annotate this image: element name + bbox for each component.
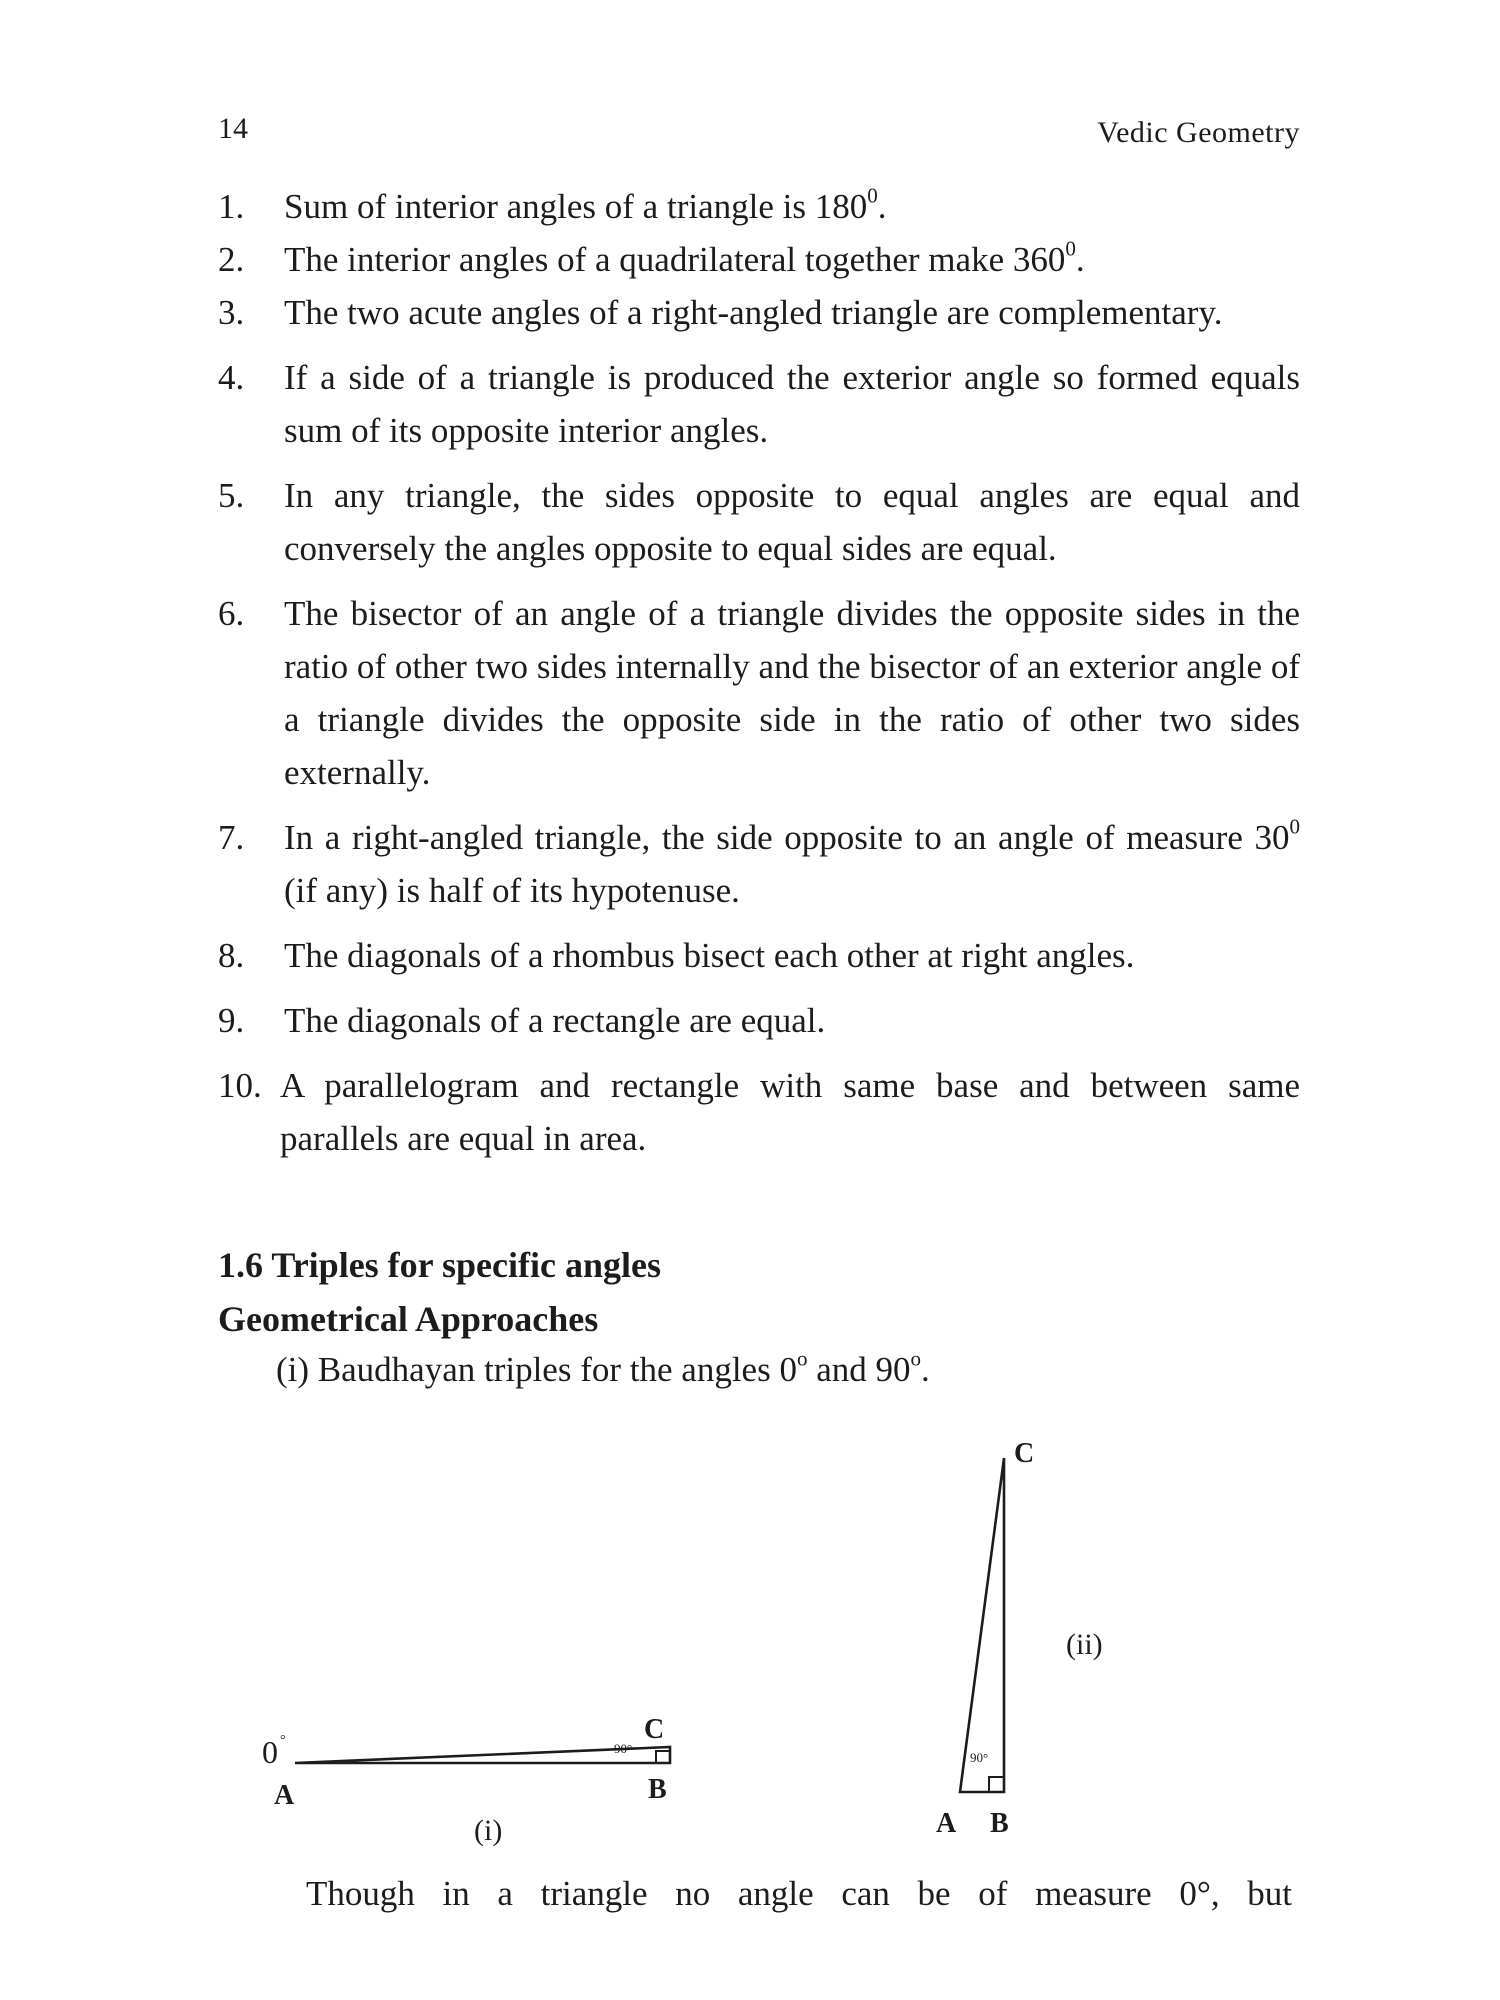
- item-number: 3.: [218, 293, 245, 332]
- figure-caption: (ii): [1066, 1628, 1103, 1661]
- triangle-abc-flat: [295, 1747, 670, 1763]
- item-text: In a right-angled triangle, the side opposite to an angle of measure $30^0$ (if any) is half of its hypotenuse.: [284, 814, 1300, 910]
- continuation-text: Though in a triangle no angle can be of measure 0°, but: [306, 1874, 1292, 1913]
- item-number: 6.: [218, 594, 245, 633]
- item-text: The interior angles of a quadrilateral together make $360^0$.: [284, 236, 1085, 279]
- vertex-c-label: C: [644, 1714, 665, 1745]
- right-angle-label: 90°: [970, 1750, 989, 1765]
- item-text: The bisector of an angle of a triangle divides the opposite sides in the ratio of other two sides internally and the bisector of an exterior angle of a triangle divides the opposite side in the ratio of other two sides externally.: [284, 594, 1300, 792]
- triangle-abc-tall: [960, 1458, 1004, 1792]
- list-item: [218, 233, 1300, 286]
- item-number: 7.: [218, 818, 245, 857]
- item-number: 8.: [218, 936, 245, 975]
- figure-1: [262, 1714, 670, 1847]
- page-number: 14: [218, 112, 248, 145]
- list-item: [218, 180, 1300, 233]
- item-text: Sum of interior angles of a triangle is $180^0$.: [284, 183, 887, 226]
- list-item: [218, 587, 1300, 799]
- angle-a-label: 0: [262, 1734, 278, 1770]
- item-number: 2.: [218, 240, 245, 279]
- vertex-b-label: B: [648, 1774, 667, 1805]
- section-subtitle: Geometrical Approaches: [218, 1299, 599, 1339]
- item-text: If a side of a triangle is produced the exterior angle so formed equals sum of its opposite interior angles.: [284, 358, 1300, 450]
- figure-2: [936, 1438, 1103, 1839]
- item-number: 5.: [218, 476, 245, 515]
- geometry-facts-list: [218, 180, 1300, 1165]
- case-heading: (i) Baudhayan triples for the angles 0$^o$ and 90$^o$.: [276, 1346, 930, 1389]
- vertex-b-label: B: [990, 1808, 1009, 1839]
- list-item: [218, 469, 1300, 575]
- item-text: In any triangle, the sides opposite to equal angles are equal and conversely the angles opposite to equal sides are equal.: [284, 476, 1300, 568]
- list-item: [218, 351, 1300, 457]
- vertex-a-label: A: [936, 1808, 957, 1839]
- vertex-c-label: C: [1014, 1438, 1035, 1469]
- list-item: [218, 929, 1300, 982]
- item-number: 10.: [218, 1066, 262, 1105]
- list-item: [218, 286, 1300, 339]
- item-number: 4.: [218, 358, 245, 397]
- list-item: [218, 1059, 1300, 1165]
- item-number: 1.: [218, 187, 245, 226]
- list-item: [218, 811, 1300, 917]
- right-angle-label: 90°: [614, 1741, 633, 1756]
- right-angle-marker: [656, 1751, 670, 1763]
- vertex-a-label: A: [274, 1780, 295, 1811]
- right-angle-marker: [989, 1777, 1004, 1792]
- item-text: The two acute angles of a right-angled triangle are complementary.: [284, 293, 1223, 332]
- item-text: A parallelogram and rectangle with same base and between same parallels are equal in area.: [280, 1066, 1300, 1158]
- section-title: 1.6 Triples for specific angles: [218, 1245, 661, 1285]
- running-title: Vedic Geometry: [1097, 116, 1300, 149]
- item-text: The diagonals of a rectangle are equal.: [284, 1001, 826, 1040]
- degree-symbol: °: [280, 1733, 286, 1748]
- item-text: The diagonals of a rhombus bisect each other at right angles.: [284, 936, 1135, 975]
- list-item: [218, 994, 1300, 1047]
- item-number: 9.: [218, 1001, 245, 1040]
- figure-caption: (i): [474, 1814, 503, 1847]
